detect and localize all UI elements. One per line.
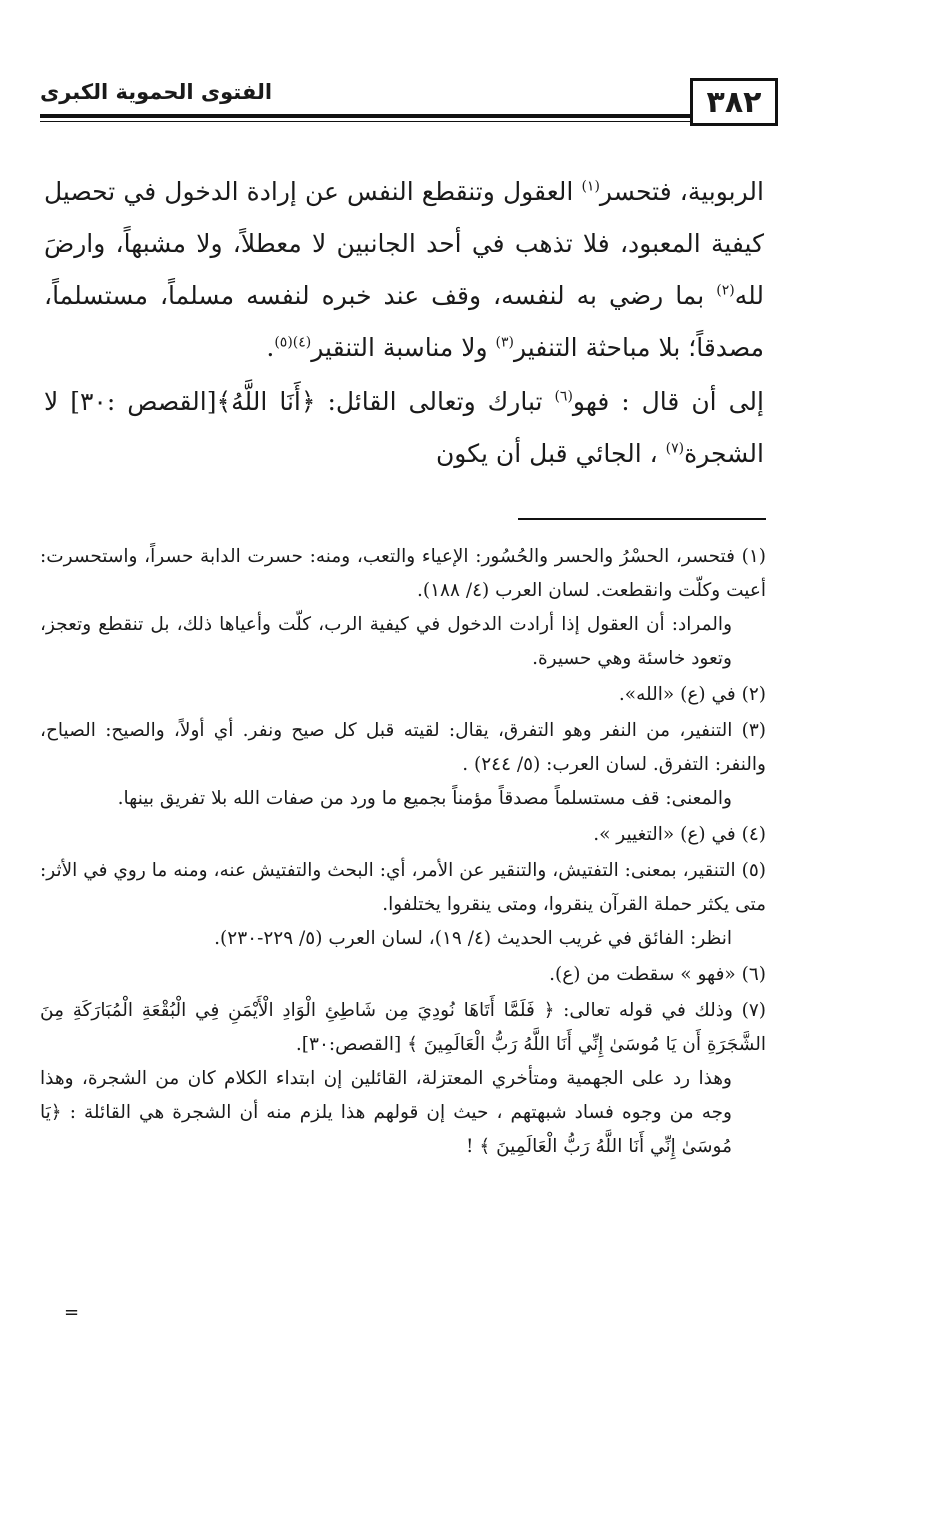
- footnote-text: (٥) التنقير، بمعنى: التفتيش، والتنقير عن الأمر، أي: البحث والتفتيش عنه، ومنه ما روي في الأثر: متى يكثر حملة القرآن ينقروا، ومتى ينقروا يختلفوا.: [40, 860, 766, 915]
- footnote-continuation: وهذا رد على الجهمية ومتأخري المعتزلة، القائلين إن ابتداء الكلام كان من الشجرة، وهذا وجه من وجوه فساد شبهتهم ، حيث إن قولهم هذا يلزم منه أن الشجرة هي القائلة : ﴿يَا مُوسَىٰ إِنِّي أَنَا اللَّهُ رَبُّ الْعَالَمِينَ ﴾ !: [40, 1068, 732, 1157]
- header-rule: [40, 114, 690, 118]
- text-run: .: [266, 333, 275, 362]
- footnote-ref-3: (٣): [495, 334, 514, 351]
- footnote-6: [40, 958, 766, 992]
- footnote-ref-2: (٢): [716, 282, 735, 299]
- book-title: الفتوى الحموية الكبرى: [40, 80, 273, 104]
- paragraph-1: [44, 166, 764, 374]
- running-header: [40, 78, 778, 130]
- footnote-continuation: والمعنى: قف مستسلماً مصدقاً مؤمناً بجميع ما ورد من صفات الله بلا تفريق بينها.: [117, 788, 732, 809]
- footnotes: [40, 540, 766, 1166]
- footnote-ref-6: (٦): [554, 388, 573, 405]
- footnote-continuation: والمراد: أن العقول إذا أرادت الدخول في كيفية الرب، كلّت وأعياها ذلك، بل تنقطع وتعجز، وتعود خاسئة وهي حسيرة.: [40, 614, 732, 669]
- footnote-text: (٦) «فهو » سقطت من (ع).: [549, 964, 766, 985]
- footnote-separator: [518, 518, 766, 520]
- footnote-ref-4-5: (٤)(٥): [274, 334, 312, 351]
- footnote-text: (٣) التنفير، من النفر وهو التفرق، يقال: لقيته قبل كل صيح ونفر. أي أولاً، والصيح: الصياح، والنفر: التفرق. لسان العرب: (٥/ ٢٤٤) .: [40, 720, 766, 775]
- footnote-2: [40, 678, 766, 712]
- text-run: إلى أن قال : فهو: [572, 387, 764, 416]
- text-run: الربوبية، فتحسر: [599, 177, 764, 206]
- header-rule-thin: [40, 121, 690, 122]
- footnote-ref-7: (٧): [665, 440, 685, 457]
- footnote-5: [40, 854, 766, 956]
- footnote-4: [40, 818, 766, 852]
- main-text: [44, 166, 764, 482]
- text-run: ولا مناسبة التنقير: [311, 333, 496, 362]
- text-run: بما رضي به لنفسه، وقف عند خبره لنفسه مسلماً، مستسلماً، مصدقاً؛ بلا مباحثة التنفير: [44, 281, 764, 362]
- page-number: ٣٨٢: [690, 78, 778, 126]
- text-run: العقول وتنقطع النفس عن إرادة الدخول في تحصيل كيفية المعبود، فلا تذهب في أحد الجانبين لا معطلاً، ولا مشبهاً، وارضَ لله: [44, 177, 764, 310]
- footnote-7: [40, 994, 766, 1164]
- footnote-text: (٤) في (ع) «التغيير ».: [593, 824, 766, 845]
- footnote-1: [40, 540, 766, 676]
- text-run: ، الجائي قبل أن يكون: [435, 439, 666, 468]
- paragraph-2: [44, 376, 764, 480]
- footnote-ref-1: (١): [581, 178, 600, 195]
- footnote-text: (٧) وذلك في قوله تعالى: ﴿ فَلَمَّا أَتَاهَا نُودِيَ مِن شَاطِئِ الْوَادِ الْأَيْمَنِ فِي الْبُقْعَةِ الْمُبَارَكَةِ مِنَ الشَّجَرَةِ أَن يَا مُوسَىٰ إِنِّي أَنَا اللَّهُ رَبُّ الْعَالَمِينَ ﴾ [القصص:٣٠].: [40, 1000, 766, 1055]
- footnote-3: [40, 714, 766, 816]
- text-run: تبارك وتعالى القائل: ﴿أَنَا اللَّهُ﴾[القصص :٣٠] لا الشجرة: [44, 387, 764, 468]
- footnote-text: (٢) في (ع) «الله».: [618, 684, 766, 705]
- continuation-mark: =: [64, 1302, 80, 1323]
- footnote-continuation: انظر: الفائق في غريب الحديث (٤/ ١٩)، لسان العرب (٥/ ٢٢٩-٢٣٠).: [214, 928, 732, 949]
- footnote-text: (١) فتحسر، الحسْرُ والحسر والحُسُور: الإعياء والتعب، ومنه: حسرت الدابة حسراً، واستحسرت: أعيت وكلّت وانقطعت. لسان العرب (٤/ ١٨٨).: [40, 546, 766, 601]
